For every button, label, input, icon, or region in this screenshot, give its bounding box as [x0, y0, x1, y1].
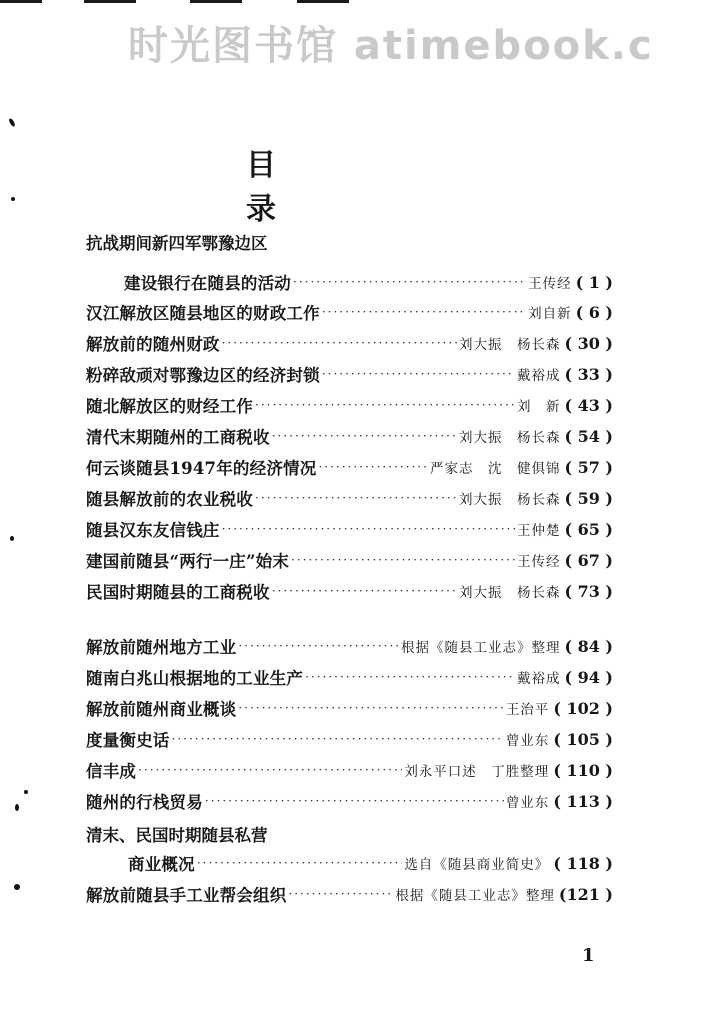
leader-dots	[293, 275, 526, 289]
entry-page: ( 105 )	[553, 729, 613, 749]
entry-page: ( 43 )	[564, 395, 613, 415]
entry-author: 王传经	[528, 276, 572, 292]
toc-entry[interactable]	[0, 422, 706, 450]
leader-dots	[291, 553, 515, 567]
entry-page: ( 67 )	[564, 550, 613, 570]
leader-dots	[305, 670, 515, 684]
entry-author: 曾业东	[505, 733, 550, 749]
entry-title: 解放前的随州财政	[86, 335, 220, 354]
entry-author: 刘永平口述 丁胜整理	[404, 764, 550, 780]
leader-dots	[322, 367, 515, 381]
scan-speck	[11, 197, 15, 201]
toc-entry[interactable]	[0, 577, 706, 605]
entry-author: 王仲楚	[516, 523, 561, 539]
leader-dots	[255, 398, 515, 412]
leader-dots	[222, 522, 515, 536]
leader-dots	[288, 887, 393, 901]
entry-title: 商业概况	[128, 855, 195, 874]
entry-author: 刘自新	[528, 306, 572, 322]
entry-author: 刘 新	[516, 399, 561, 415]
leader-dots	[205, 794, 504, 808]
toc-entry[interactable]	[0, 546, 706, 574]
entry-page: (121 )	[558, 884, 613, 904]
entry-title: 解放前随县手工业帮会组织	[86, 886, 287, 905]
leader-dots	[272, 429, 457, 443]
entry-title: 随北解放区的财经工作	[86, 397, 253, 416]
entry-author: 刘大振 杨长森	[458, 337, 561, 353]
entry-author: 戴裕成	[516, 368, 561, 384]
leader-dots	[222, 336, 457, 350]
entry-author: 根据《随县工业志》整理	[400, 640, 561, 656]
toc-entry[interactable]	[0, 329, 706, 357]
toc-entry[interactable]	[0, 787, 706, 815]
entry-title: 建国前随县“两行一庄”始末	[86, 552, 290, 571]
entry-author: 严家志 沈 健俱锦	[429, 461, 561, 477]
page-title: 目录	[246, 148, 394, 227]
entry-author: 王治平	[505, 702, 550, 718]
toc-entry[interactable]	[0, 484, 706, 512]
entry-title: 随县汉东友信钱庄	[86, 521, 220, 540]
entry-page: ( 65 )	[564, 519, 613, 539]
scan-edge-mark	[190, 0, 242, 3]
entry-page: ( 6 )	[575, 302, 613, 322]
section-header: 抗战期间新四军鄂豫边区	[86, 234, 268, 253]
entry-page: ( 113 )	[553, 791, 613, 811]
toc-entry[interactable]	[0, 725, 706, 753]
entry-title: 解放前随州商业概谈	[86, 700, 237, 719]
entry-page: ( 73 )	[564, 581, 613, 601]
entry-author: 刘大振 杨长森	[458, 430, 561, 446]
entry-page: ( 30 )	[564, 333, 613, 353]
entry-page: ( 102 )	[553, 698, 613, 718]
toc-entry[interactable]	[0, 453, 706, 481]
entry-author: 刘大振 杨长森	[458, 492, 561, 508]
entry-page: ( 59 )	[564, 488, 613, 508]
watermark: 时光图书馆 atimebook.c	[128, 23, 654, 69]
toc-entry[interactable]	[0, 632, 706, 660]
leader-dots	[255, 491, 457, 505]
scan-edge-mark	[84, 0, 136, 3]
toc-entry[interactable]	[0, 391, 706, 419]
entry-title: 随南白兆山根据地的工业生产	[86, 669, 304, 688]
toc-entry[interactable]	[0, 694, 706, 722]
entry-page: ( 94 )	[564, 667, 613, 687]
toc-entry[interactable]	[0, 298, 706, 326]
leader-dots	[272, 584, 457, 598]
entry-title: 解放前随州地方工业	[86, 638, 237, 657]
entry-title: 清代末期随州的工商税收	[86, 428, 270, 447]
entry-page: ( 57 )	[564, 457, 613, 477]
entry-title: 汉江解放区随县地区的财政工作	[86, 304, 320, 323]
leader-dots	[238, 639, 399, 653]
entry-page: ( 84 )	[564, 636, 613, 656]
entry-page: ( 1 )	[575, 272, 613, 292]
entry-author: 曾业东	[505, 795, 550, 811]
entry-page: ( 54 )	[564, 426, 613, 446]
entry-title: 何云谈随县1947年的经济情况	[86, 459, 317, 478]
leader-dots	[238, 701, 504, 715]
toc-entry[interactable]	[0, 756, 706, 784]
entry-page: ( 33 )	[564, 364, 613, 384]
entry-title: 民国时期随县的工商税收	[86, 583, 270, 602]
toc-entry[interactable]	[0, 880, 706, 908]
leader-dots	[172, 732, 504, 746]
toc-entry[interactable]	[0, 360, 706, 388]
entry-author: 刘大振 杨长森	[458, 585, 561, 601]
leader-dots	[197, 856, 403, 870]
entry-title: 建设银行在随县的活动	[124, 274, 291, 293]
scan-speck	[8, 118, 16, 128]
entry-author: 戴裕成	[516, 671, 561, 687]
leader-dots	[138, 763, 402, 777]
scan-edge-mark	[297, 0, 349, 3]
toc-entry[interactable]	[0, 663, 706, 691]
leader-dots	[322, 305, 526, 319]
section-header: 清末、民国时期随县私营	[86, 826, 268, 845]
entry-title: 度量衡史话	[86, 731, 170, 750]
entry-author: 根据《随县工业志》整理	[395, 888, 555, 904]
toc-entry[interactable]	[0, 268, 706, 296]
toc-entry[interactable]	[0, 515, 706, 543]
entry-author: 王传经	[516, 554, 561, 570]
leader-dots	[318, 460, 428, 474]
entry-title: 信丰成	[86, 762, 137, 781]
toc-entry[interactable]	[0, 849, 706, 877]
entry-page: ( 118 )	[553, 853, 613, 873]
scan-edge-mark	[0, 0, 42, 3]
entry-title: 随县解放前的农业税收	[86, 490, 253, 509]
entry-title: 粉碎敌顽对鄂豫边区的经济封锁	[86, 366, 320, 385]
page-number: 1	[582, 945, 595, 966]
entry-page: ( 110 )	[553, 760, 613, 780]
entry-author: 选自《随县商业简史》	[404, 857, 550, 873]
entry-title: 随州的行栈贸易	[86, 793, 203, 812]
